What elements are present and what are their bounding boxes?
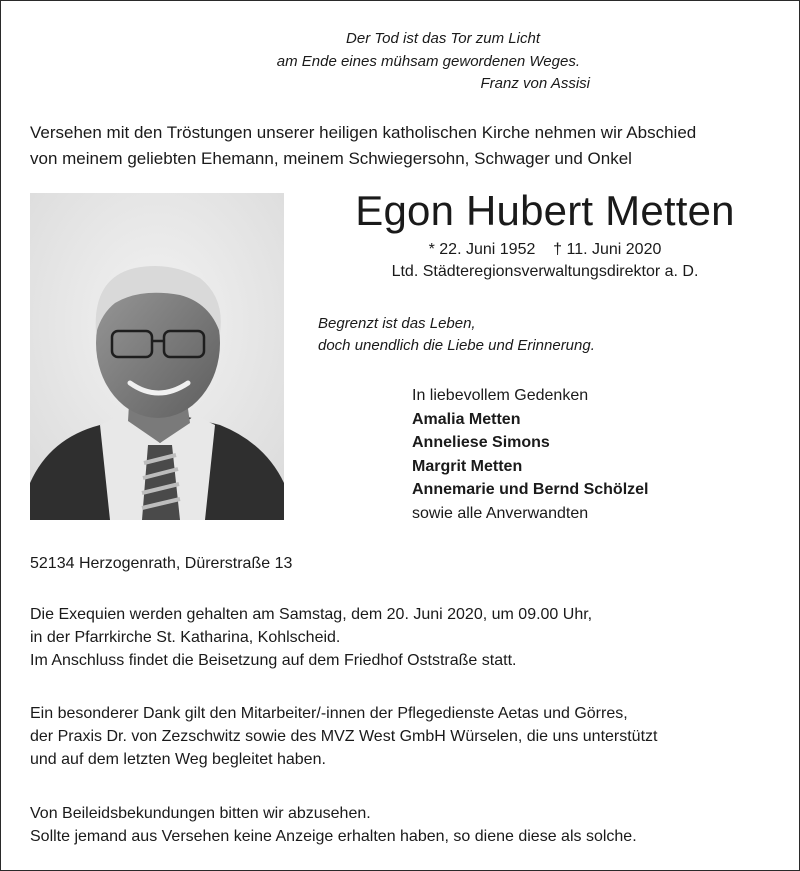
family-address: 52134 Herzogenrath, Dürerstraße 13 [30, 555, 293, 572]
mourner-name: Margrit Metten [412, 457, 523, 475]
death-date: † 11. Juni 2020 [553, 241, 662, 258]
service-details [30, 603, 780, 672]
life-dates [300, 239, 790, 261]
service-line-3: Im Anschluss findet die Beisetzung auf dem Friedhof Oststraße statt. [30, 652, 517, 669]
birth-date: * 22. Juni 1952 [428, 241, 536, 258]
intro-line-2: von meinem geliebten Ehemann, meinem Schwiegersohn, Schwager und Onkel [30, 149, 632, 168]
quote-author: Franz von Assisi [480, 75, 590, 92]
mourners-heading: In liebevollem Gedenken [412, 387, 589, 404]
mourner-name: Anneliese Simons [412, 434, 550, 451]
quote-line-1: Der Tod ist das Tor zum Licht [346, 30, 540, 47]
thanks-text [30, 702, 790, 771]
mourners-footer: sowie alle Anverwandten [412, 504, 589, 522]
closing-line-1: Von Beileidsbekundungen bitten wir abzusehen. [30, 805, 371, 822]
intro-text [30, 120, 780, 172]
thanks-line-2: der Praxis Dr. von Zezschwitz sowie des MVZ West GmbH Würselen, die uns unterstützt [30, 728, 658, 745]
mourner-name: Annemarie und Bernd Schölzel [412, 481, 649, 498]
verse-line-2: doch unendlich die Liebe und Erinnerung. [318, 337, 595, 354]
intro-line-1: Versehen mit den Tröstungen unserer heiligen katholischen Kirche nehmen wir Abschied [30, 123, 697, 142]
closing-line-2: Sollte jemand aus Versehen keine Anzeige erhalten haben, so diene diese als solche. [30, 828, 637, 845]
deceased-name: Egon Hubert Metten [355, 187, 735, 234]
service-line-2: in der Pfarrkirche St. Katharina, Kohlscheid. [30, 629, 341, 646]
thanks-line-1: Ein besonderer Dank gilt den Mitarbeiter/-innen der Pflegedienste Aetas und Görres, [30, 705, 628, 722]
service-line-1: Die Exequien werden gehalten am Samstag, dem 20. Juni 2020, um 09.00 Uhr, [30, 606, 593, 623]
thanks-line-3: und auf dem letzten Weg begleitet haben. [30, 751, 326, 768]
opening-quote [210, 28, 590, 96]
closing-text [30, 802, 790, 848]
quote-line-2: am Ende eines mühsam gewordenen Weges. [276, 52, 580, 70]
deceased-title: Ltd. Städteregionsverwaltungsdirektor a. D. [391, 263, 699, 280]
mourner-name: Amalia Metten [412, 410, 521, 428]
portrait-photo [30, 193, 284, 520]
portrait-illustration [30, 193, 284, 520]
mourners-block [412, 384, 792, 525]
verse [318, 313, 778, 357]
verse-line-1: Begrenzt ist das Leben, [318, 315, 476, 332]
